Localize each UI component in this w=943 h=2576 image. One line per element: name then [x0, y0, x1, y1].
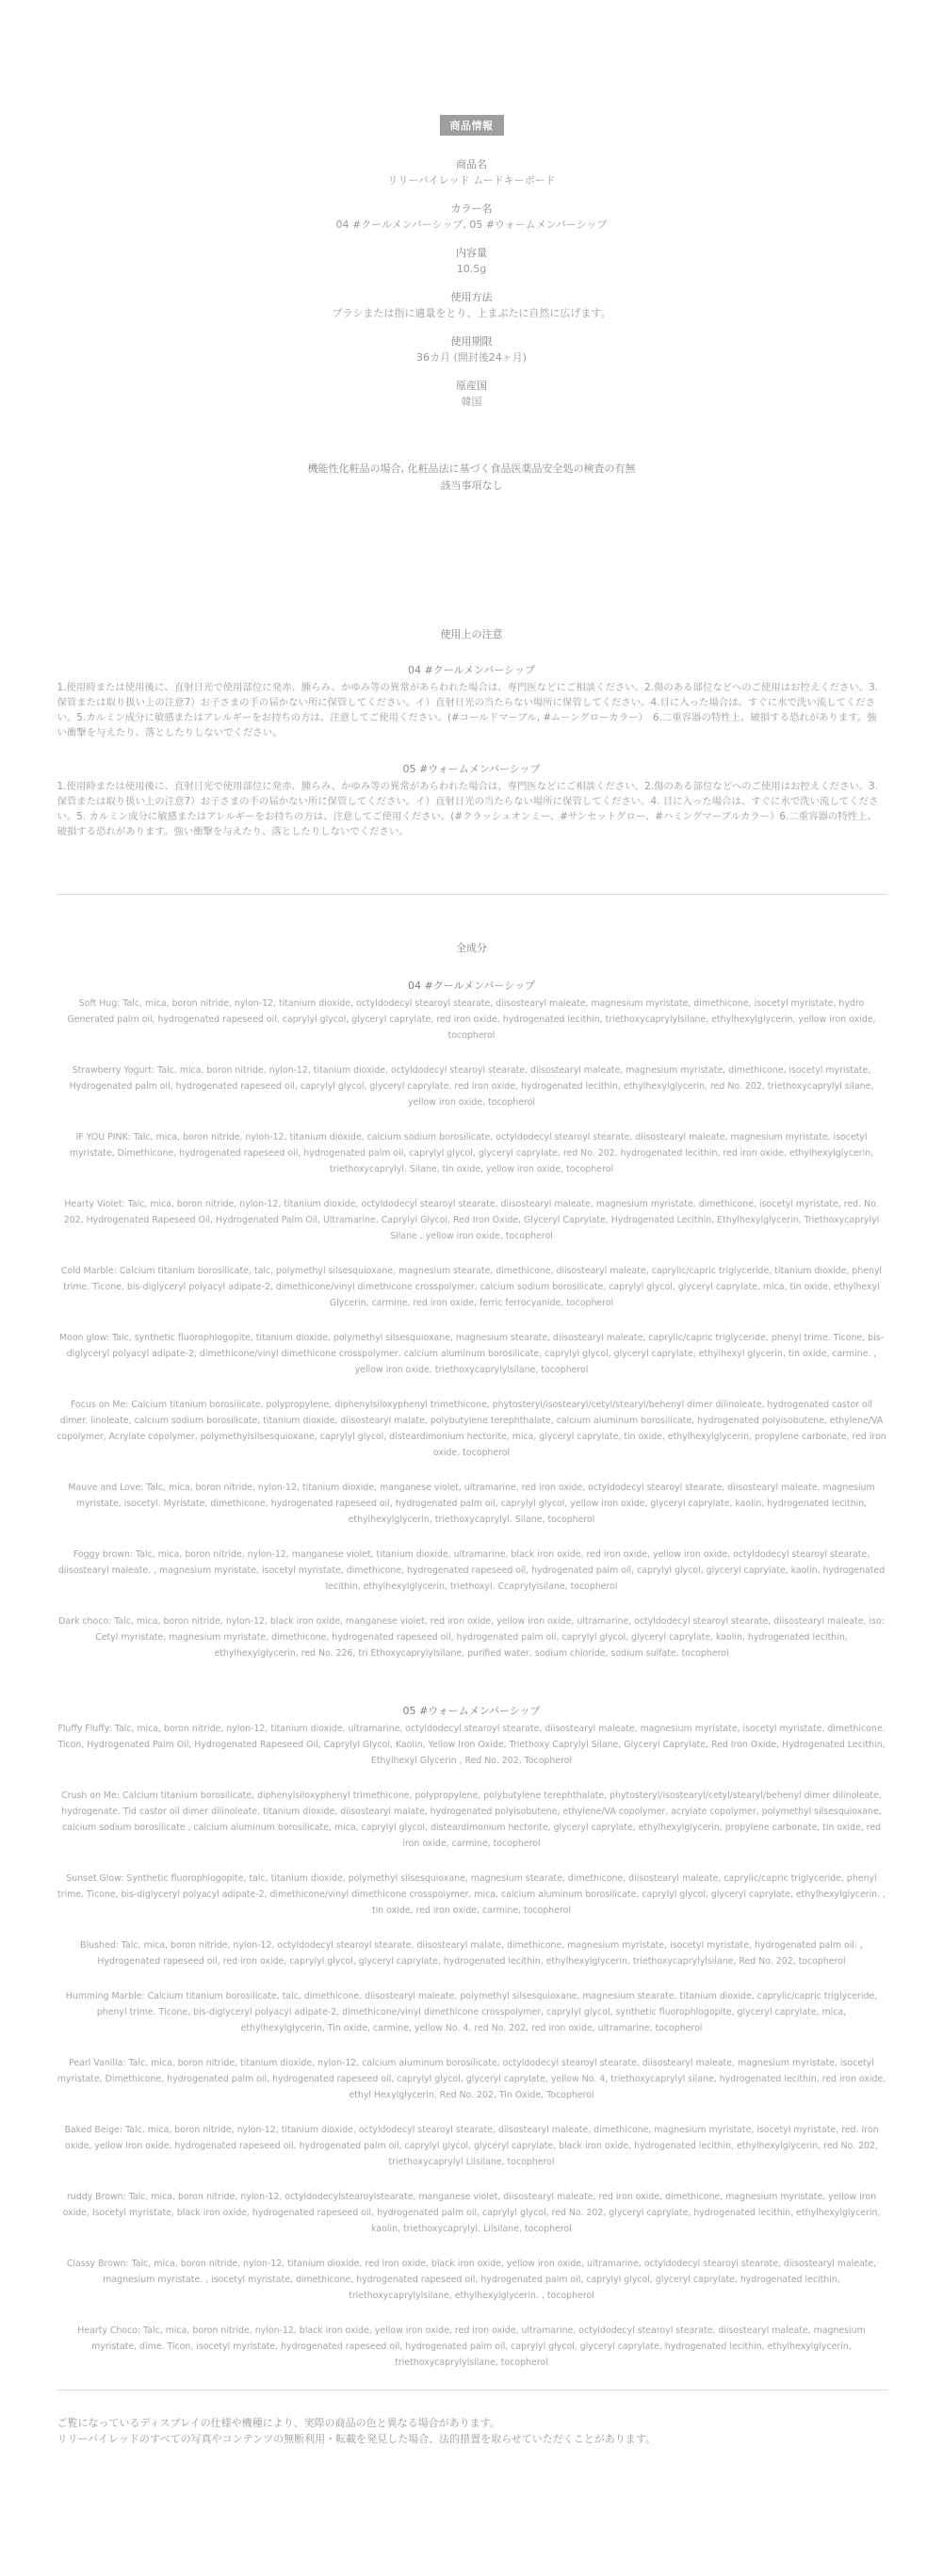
- ingredient-item: Sunset Glow: Synthetic fluorophlogopite, talc, titanium dioxide, polymethyl silsesquioxane, magnesium stearate, dimethicone, diisostearyl maleate, caprylic/capric triglyceride, phenyl trime. Ticone, bis-diglyceryl polyacyl adipate-2, dimethicone/vinyl dimethicone crosspolymer, mica, calcium aluminum borosilicate, caprylyl glycol, glyceryl caprylate, ethylhexylglycerin. , tin oxide, red iron oxide, carmine, tocopherol: [57, 1873, 886, 1916]
- ingredient-item: Dark choco: Talc, mica, boron nitride, nylon-12, black iron oxide, manganese violet, red iron oxide, yellow iron oxide, ultramarine, octyldodecyl stearoyl stearate, diisostearyl maleate, iso: Cetyl myristate, magnesium myristate, dimethicone, hydrogenated rapeseed oil, hydrogenated palm oil, caprylyl glycol, glyceryl caprylate, kaolin, hydrogenated lecithin, ethylhexylglycerin, red No. 226, tri Ethoxycaprylylsilane, purified water, sodium chloride, sodium sulfate, tocopherol: [58, 1616, 885, 1659]
- footer-notice: [57, 2415, 886, 2447]
- product-info-badge: 商品情報: [440, 115, 504, 136]
- ingredients-title: 全成分: [456, 942, 487, 954]
- ingredient-item: Crush on Me: Calcium titanium borosilicate, diphenylsiloxyphenyl trimethicone, polypropylene, polybutylene terephthalate, phytosteryl/isostearyl/cetyl/stearyl/behenyl dimer dilinoleate, hydrogenate. Tid castor oil dimer dilinoleate, titanium dioxide, diisostearyl malate, hydrogenated polyisobutene, ethylene/VA copolymer, acrylate copolymer, polymethyl silsesquioxane, calcium sodium borosilicate , calcium aluminum borosilicate, mica, caprylyl glycol, disteardimonium hectorite, glyceryl caprylate, ethylhexylglycerin, propylene carbonate, tin oxide, red iron oxide, carmine, tocopherol: [61, 1790, 882, 1849]
- spec-item-expiry: [0, 333, 943, 365]
- product-spec-list: [0, 156, 943, 410]
- footer-line: リリーバイレッドのすべての写真やコンテンツの無断利用・転載を発見した場合、法的措置を取らせていただくことがあります。: [57, 2433, 656, 2445]
- ingredient-item: Moon glow: Talc, synthetic fluorophlogopite, titanium dioxide, polymethyl silsesquioxane, magnesium stearate, diisostearyl maleate, caprylic/capric triglyceride, phenyl trime. Ticone, bis-diglyceryl polyacyl adipate-2, dimethicone/vinyl dimethicone crosspolymer, calcium aluminum borosilicate, caprylyl glycol, glyceryl caprylate, ethylhexyl glycerin, tin oxide, carmine. , yellow iron oxide, triethoxycaprylylsilane, tocopherol: [59, 1333, 884, 1375]
- caution-text: 1.使用時または使用後に、直射日光で使用部位に発赤、腫らみ、かゆみ等の異常があらわれた場合は、専門医などにご相談ください。2.傷のある部位などへのご使用はお控えください。3.保管または取り扱い上の注意7）お子さまの手の届かない所に保管してください。イ）直射日光の当たらない場所に保管してください。4.目に入った場合は、すぐに水で洗い流してください。5.カルミン成分に敏感またはアレルギーをお持ちの方は、注意してご使用ください。(#コールドマーブル, #ムーングローカラー） 6.二重容器の特性上、破損する恐れがあります。強い衝撃を与えたり、落としたりしないでください。: [57, 682, 879, 738]
- ingredients-group-title: 04 #クールメンバーシップ: [408, 980, 535, 992]
- caution-group-warm: [0, 761, 943, 839]
- spec-item-usage: [0, 289, 943, 321]
- spec-value: ブラシまたは指に適量をとり、上まぶたに自然に広げます。: [332, 307, 611, 319]
- section-divider: [57, 894, 887, 895]
- notice-line: 該当事項なし: [440, 479, 503, 492]
- spec-value: 04 #クールメンバーシップ, 05 #ウォームメンバーシップ: [335, 219, 608, 231]
- spec-item-color-name: [0, 201, 943, 233]
- ingredient-item: Soft Hug: Talc, mica, boron nitride, nylon-12, titanium dioxide, octyldodecyl stearoyl stearate, diisostearyl maleate, magnesium myristate, dimethicone, isocetyl myristate, hydro Generated palm oil, hydrogenated rapeseed oil, caprylyl glycol, glyceryl caprylate, red iron oxide, hydrogenated lecithin, triethoxycaprylylsilane, ethylhexylglycerin, yellow iron oxide, tocopherol: [67, 998, 876, 1041]
- ingredients-group-cool: [0, 978, 943, 1661]
- spec-label: 商品名: [456, 158, 487, 170]
- ingredient-item: Classy Brown: Talc, mica, boron nitride, nylon-12, titanium dioxide, red iron oxide, black iron oxide, yellow iron oxide, ultramarine, octyldodecyl stearoyl stearate, diisostearyl maleate, magnesium myristate. , isocetyl myristate, dimethicone, hydrogenated rapeseed oil, hydrogenated palm oil, caprylyl glycol, glyceryl caprylate, hydrogenated lecithin, triethoxycaprylylsilane, ethylhexylglycerin. , tocopherol: [66, 2259, 877, 2301]
- ingredient-item: Baked Beige: Talc, mica, boron nitride, nylon-12, titanium dioxide, octyldodecyl stearoyl stearate, diisostearyl maleate, dimethicone, magnesium myristate, isocetyl myristate, red. Iron oxide, yellow iron oxide, hydrogenated rapeseed oil, hydrogenated palm oil, caprylyl glycol, glyceryl caprylate, black iron oxide, hydrogenated lecithin, ethylhexylglycerin, red No. 202, triethoxycaprylyl Lilsilane, tocopherol: [64, 2125, 879, 2167]
- spec-label: 使用方法: [450, 291, 493, 303]
- spec-value: 韓国: [461, 396, 482, 408]
- ingredient-item: Hearty Violet: Talc, mica, boron nitride, nylon-12, titanium dioxide, octyldodecyl stearoyl stearate, diisostearyl maleate, magnesium myristate, dimethicone, isocetyl myristate, red. No. 202, Hydrogenated Rapeseed Oil, Hydrogenated Palm Oil, Ultramarine, Caprylyl Glycol, Red Iron Oxide, Glyceryl Caprylate, Hydrogenated Lecithin, Ethylhexylglycerin, Triethoxycaprylyl Silane , yellow iron oxide, tocopherol: [63, 1199, 880, 1241]
- spec-label: カラー名: [450, 203, 493, 215]
- footer-line: ご覧になっているディスプレイの仕様や機種により、実際の商品の色と異なる場合があります。: [57, 2417, 500, 2429]
- caution-group-title: 04 #クールメンバーシップ: [408, 664, 535, 676]
- notice-line: 機能性化粧品の場合, 化粧品法に基づく食品医薬品安全処の検査の有無: [307, 462, 636, 475]
- spec-value: 10.5g: [456, 263, 487, 275]
- spec-label: 使用期限: [450, 335, 493, 348]
- ingredient-item: IF YOU PINK: Talc, mica, boron nitride, nylon-12, titanium dioxide, calcium sodium borosilicate, octyldodecyl stearoyl stearate, diisostearyl maleate, magnesium myristate, isocetyl myristate, Dimethicone, hydrogenated rapeseed oil, hydrogenated palm oil, caprylyl glycol, glyceryl caprylate, red No. 202, hydrogenated lecithin, red iron oxide, ethylhexylglycerin, triethoxycaprylyl. Silane, tin oxide, yellow iron oxide, tocopherol: [69, 1132, 874, 1175]
- ingredient-item: Strawberry Yogurt: Talc, mica, boron nitride, nylon-12, titanium dioxide, octyldodecyl stearoyl stearate, diisostearyl maleate, magnesium myristate, dimethicone, isocetyl myristate, Hydrogenated palm oil, hydrogenated rapeseed oil, caprylyl glycol, glyceryl caprylate, red iron oxide, hydrogenated lecithin, ethylhexylglycerin, red No. 202, triethoxycaprylyl silane, yellow iron oxide, tocopherol: [69, 1065, 874, 1108]
- ingredients-group-warm: [0, 1703, 943, 2371]
- ingredient-item: Hearty Choco: Talc, mica, boron nitride, nylon-12, black iron oxide, yellow iron oxide, red iron oxide, ultramarine, octyldodecyl stearoyl stearate, diisostearyl maleate, magnesium myristate, dime. Ticon, isocetyl myristate, hydrogenated rapeseed oil, hydrogenated palm oil, caprylyl glycol, glyceryl caprylate, hydrogenated lecithin, ethylhexylglycerin, triethoxycaprylylsilane, tocopherol: [77, 2325, 866, 2368]
- caution-text: 1.使用時または使用後に、直射日光で使用部位に発赤、腫らみ、かゆみ等の異常があらわれた場合は、専門医などにご相談ください。2.傷のある部位などへのご使用はお控えください。3.保管または取り扱い上の注意7）お子さまの手の届かない所に保管してください。イ）直射日光の当たらない場所に保管してください。4. 目に入った場合は、すぐに水で洗い流してください。5. カルミン成分に敏感またはアレルギーをお持ちの方は、注意してご使用ください。(#クラッシュオンミー、#サンセットグロー、#ハミングマーブルカラー）6.二重容器の特性上、破損する恐れがあります。強い衝撃を与えたり、落としたりしないでください。: [57, 781, 879, 837]
- spec-label: 内容量: [456, 247, 487, 259]
- ingredient-item: Humming Marble: Calcium titanium borosilicate, talc, dimethicone, diisostearyl maleate, polymethyl silsesquioxane, magnesium stearate, titanium dioxide, caprylic/capric triglyceride, phenyl trime. Ticone, bis-diglyceryl polyacyl adipate-2, dimethicone/vinyl dimethicone crosspolymer, caprylyl glycol, synthetic fluorophlogopite, glyceryl caprylate, mica, ethylhexylglycerin, Tin oxide, carmine, yellow No. 4, red No. 202, red iron oxide, ultramarine, tocopherol: [65, 1991, 878, 2033]
- ingredient-item: Focus on Me: Calcium titanium borosilicate, polypropylene, diphenylsiloxyphenyl trimethicone, phytosteryl/isostearyl/cetyl/stearyl/behenyl dimer dilinoleate, hydrogenated castor oil dimer. linoleate, calcium sodium borosilicate, titanium dioxide, diisostearyl malate, polybutylene terephthalate, calcium aluminum borosilicate, hydrogenated polyisobutene, ethylene/VA copolymer, Acrylate copolymer, polymethylsilsesquioxane, caprylyl glycol, disteardimonium hectorite, mica, glyceryl caprylate, tin oxide, ethylhexylglycerin, propylene carbonate, red iron oxide, tocopherol: [57, 1400, 886, 1458]
- ingredients-group-title: 05 #ウォームメンバーシップ: [402, 1705, 541, 1717]
- spec-value: リリーバイレッド ムードキーボード: [387, 174, 556, 186]
- functional-cosmetics-notice: [0, 461, 943, 494]
- spec-value: 36カ月 (開封後24ヶ月): [415, 351, 528, 364]
- caution-title: 使用上の注意: [440, 628, 503, 640]
- ingredient-item: ruddy Brown: Talc, mica, boron nitride, nylon-12, octyldodecylstearoylstearate, manganese violet, diisostearyl maleate, red iron oxide, dimethicone, magnesium myristate, yellow iron oxide, Isocetyl myristate, black iron oxide, hydrogenated rapeseed oil, hydrogenated palm oil, caprylyl glycol, red No. 202, glyceryl caprylate, hydrogenated lecithin, ethylhexylglycerin, kaolin, triethoxycaprylyl. Lilsilane, tocopherol: [62, 2192, 881, 2234]
- ingredient-item: Pearl Vanilla: Talc, mica, boron nitride, titanium dioxide, nylon-12, calcium aluminum borosilicate, octyldodecyl stearoyl stearate, diisostearyl maleate, magnesium myristate, isocetyl myristate, Dimethicone, hydrogenated palm oil, hydrogenated rapeseed oil, caprylyl glycol, glyceryl caprylate, yellow No. 4, triethoxycaprylyl silane, hydrogenated lecithin, red iron oxide, ethyl Hexylglycerin, Red No. 202, Tin Oxide, Tocopherol: [57, 2058, 886, 2100]
- ingredient-item: Blushed: Talc, mica, boron nitride, nylon-12, octyldodecyl stearoyl stearate, diisostearyl malate, dimethicone, magnesium myristate, isocetyl myristate, hydrogenated palm oil. , Hydrogenated rapeseed oil, red iron oxide, caprylyl glycol, glyceryl caprylate, hydrogenated lecithin, ethylhexylglycerin, triethoxycaprylylsilane, Red No. 202, tocopherol: [80, 1940, 863, 1967]
- header: [0, 0, 943, 136]
- caution-group-title: 05 #ウォームメンバーシップ: [402, 763, 541, 775]
- spec-item-origin: [0, 378, 943, 410]
- ingredient-item: Fluffy Fluffy: Talc, mica, boron nitride, nylon-12, titanium dioxide, ultramarine, octyldodecyl stearoyl stearate, diisostearyl maleate, magnesium myristate, isocetyl myristate, dimethicone. Ticon, Hydrogenated Palm Oil, Hydrogenated Rapeseed Oil, Caprylyl Glycol, Kaolin, Yellow Iron Oxide, Triethoxy Caprylyl Silane, Glyceryl Caprylate, Red Iron Oxide, Hydrogenated Lecithin, Ethylhexyl Glycerin , Red No. 202, Tocopherol: [57, 1724, 886, 1766]
- spec-label: 原産国: [456, 380, 487, 392]
- ingredient-item: Foggy brown: Talc, mica, boron nitride, nylon-12, manganese violet, titanium dioxide, ultramarine, black iron oxide, red iron oxide, yellow iron oxide, octyldodecyl stearoyl stearate, diisostearyl maleate. , magnesium myristate, isocetyl myristate, dimethicone, hydrogenated rapeseed oil, hydrogenated palm oil, caprylyl glycol, glyceryl caprylate, kaolin, hydrogenated lecithin, ethylhexylglycerin, triethoxyl. Ccaprylylsilane, tocopherol: [57, 1549, 886, 1592]
- ingredient-item: Mauve and Love: Talc, mica, boron nitride, nylon-12, titanium dioxide, manganese violet, ultramarine, red iron oxide, octyldodecyl stearoyl stearate, diisostearyl maleate, magnesium myristate, isocetyl. Myristate, dimethicone, hydrogenated rapeseed oil, hydrogenated palm oil, caprylyl glycol, yellow iron oxide, glyceryl caprylate, kaolin, hydrogenated lecithin, ethylhexylglycerin, triethoxycaprylyl. Silane, tocopherol: [68, 1482, 875, 1525]
- spec-item-volume: [0, 245, 943, 277]
- ingredient-item: Cold Marble: Calcium titanium borosilicate, talc, polymethyl silsesquioxane, magnesium stearate, dimethicone, diisostearyl maleate, caprylic/capric triglyceride, titanium dioxide, phenyl trime. Ticone, bis-diglyceryl polyacyl adipate-2, dimethicone/vinyl dimethicone crosspolymer, calcium sodium borosilicate, caprylyl glycol, glyceryl caprylate, mica, tin oxide, ethylhexyl Glycerin, carmine, red iron oxide, ferric ferrocyanide, tocopherol: [60, 1266, 883, 1308]
- caution-group-cool: [0, 662, 943, 740]
- spec-item-product-name: [0, 156, 943, 188]
